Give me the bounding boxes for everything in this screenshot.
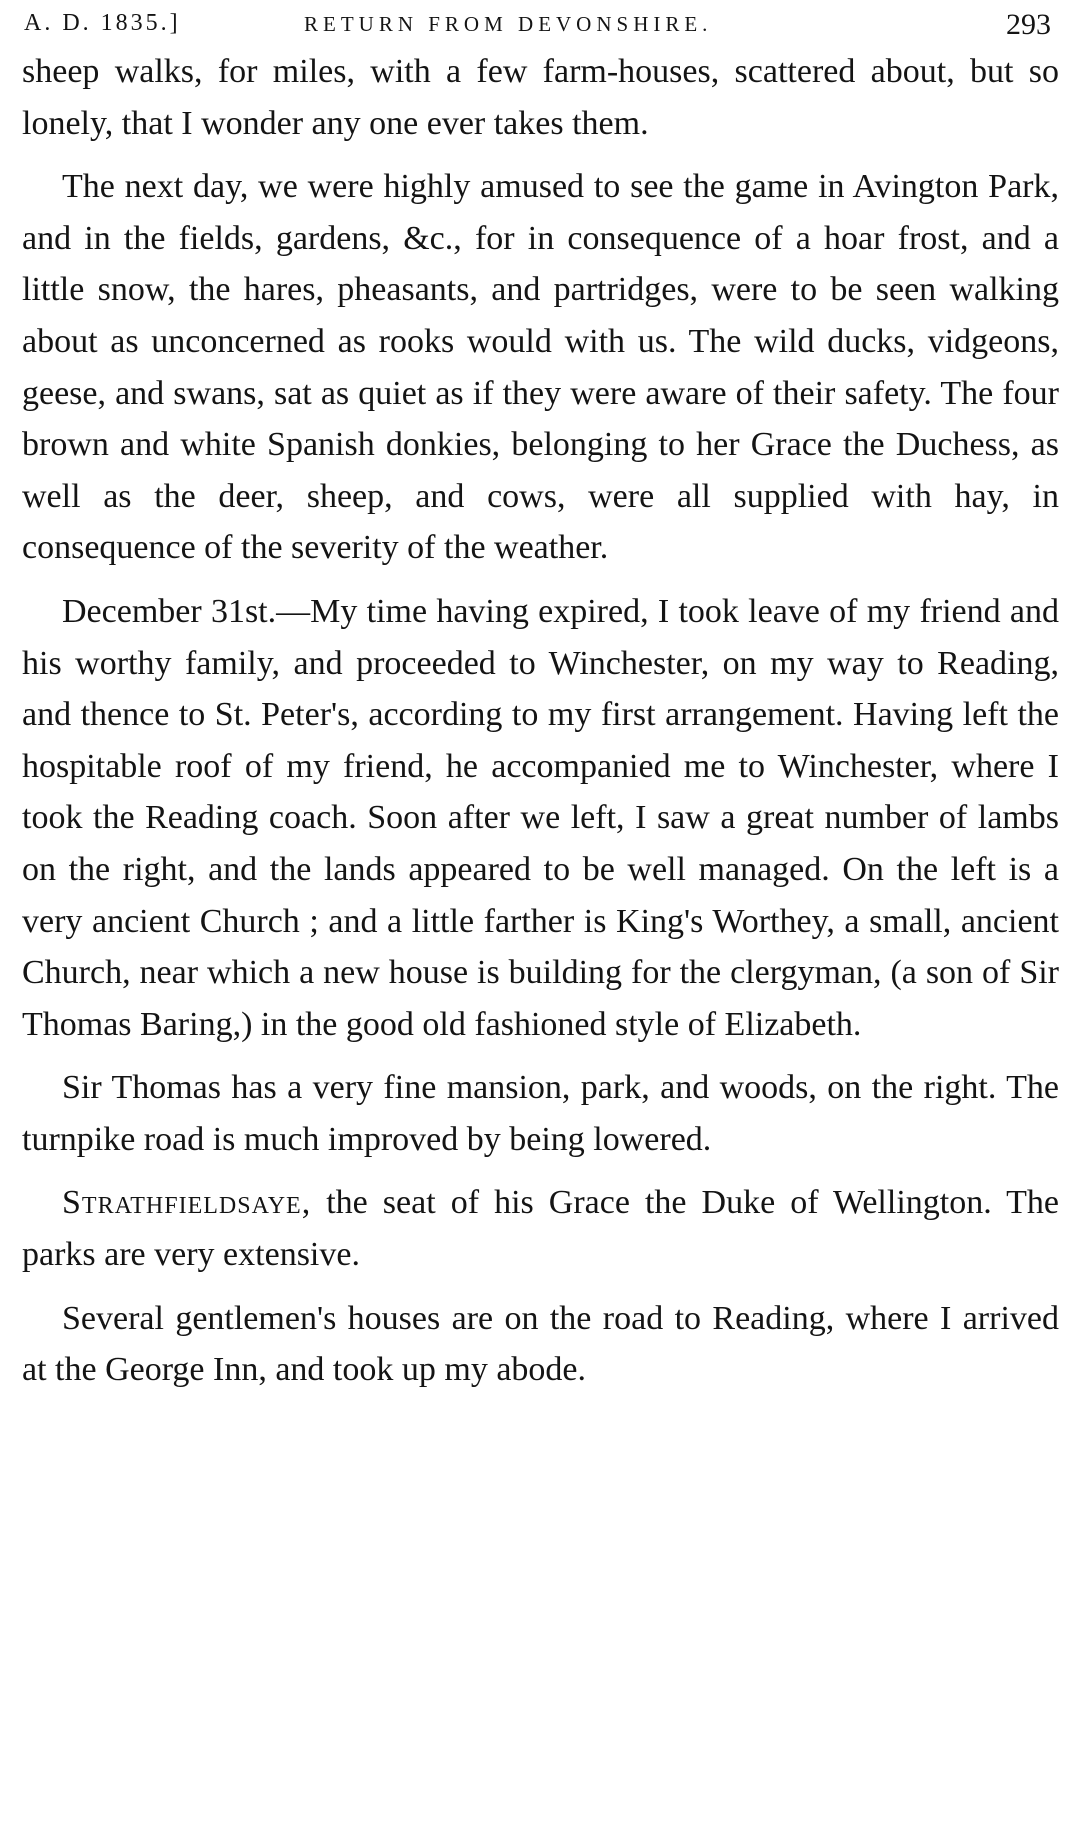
paragraph-strathfieldsaye xyxy=(22,1177,1059,1280)
paragraph-sir-thomas: Sir Thomas has a very fine mansion, park, and woods, on the right. The turnpike road is much improved by being lowered. xyxy=(22,1069,1059,1158)
paragraph-strathfieldsaye-text: the seat of his Grace the Duke of Wellington. The parks are very extensive. xyxy=(22,1184,1059,1274)
paragraph-continuation: sheep walks, for miles, with a few farm-houses, scattered about, but so lonely, that I wonder any one ever takes them. xyxy=(22,53,1059,142)
running-head-date: A. D. 1835.] xyxy=(24,10,181,36)
running-head-title: RETURN FROM DEVONSHIRE. xyxy=(304,12,713,36)
paragraph-december-31st: December 31st.—My time having expired, I took leave of my friend and his worthy family, and proceeded to Winchester, on my way to Reading, and thence to St. Peter's, according to my first arrangement. Having left the hospitable roof of my friend, he accompanied me to Winchester, where I took the Reading coach. Soon after we left, I saw a great number of lambs on the right, and the lands appeared to be well managed. On the left is a very ancient Church ; and a little farther is King's Worthey, a small, ancient Church, near which a new house is building for the clergyman, (a son of Sir Thomas Baring,) in the good old fashioned style of Elizabeth. xyxy=(22,592,1059,1043)
page-number: 293 xyxy=(1006,8,1051,41)
place-name-strathfieldsaye: Strathfieldsaye, xyxy=(62,1184,312,1222)
body-text xyxy=(22,46,1059,1396)
running-head xyxy=(22,0,1059,44)
paragraph-game-in-park: The next day, we were highly amused to see the game in Avington Park, and in the fields, gardens, &c., for in consequence of a hoar frost, and a little snow, the hares, pheasants, and partridges, were to be seen walking about as unconcerned as rooks would with us. The wild ducks, vidgeons, geese, and swans, sat as quiet as if they were aware of their safety. The four brown and white Spanish donkies, belonging to her Grace the Duchess, as well as the deer, sheep, and cows, were all supplied with hay, in consequence of the severity of the weather. xyxy=(22,168,1059,567)
paragraph-reading: Several gentlemen's houses are on the road to Reading, where I arrived at the George Inn, and took up my abode. xyxy=(22,1299,1059,1389)
